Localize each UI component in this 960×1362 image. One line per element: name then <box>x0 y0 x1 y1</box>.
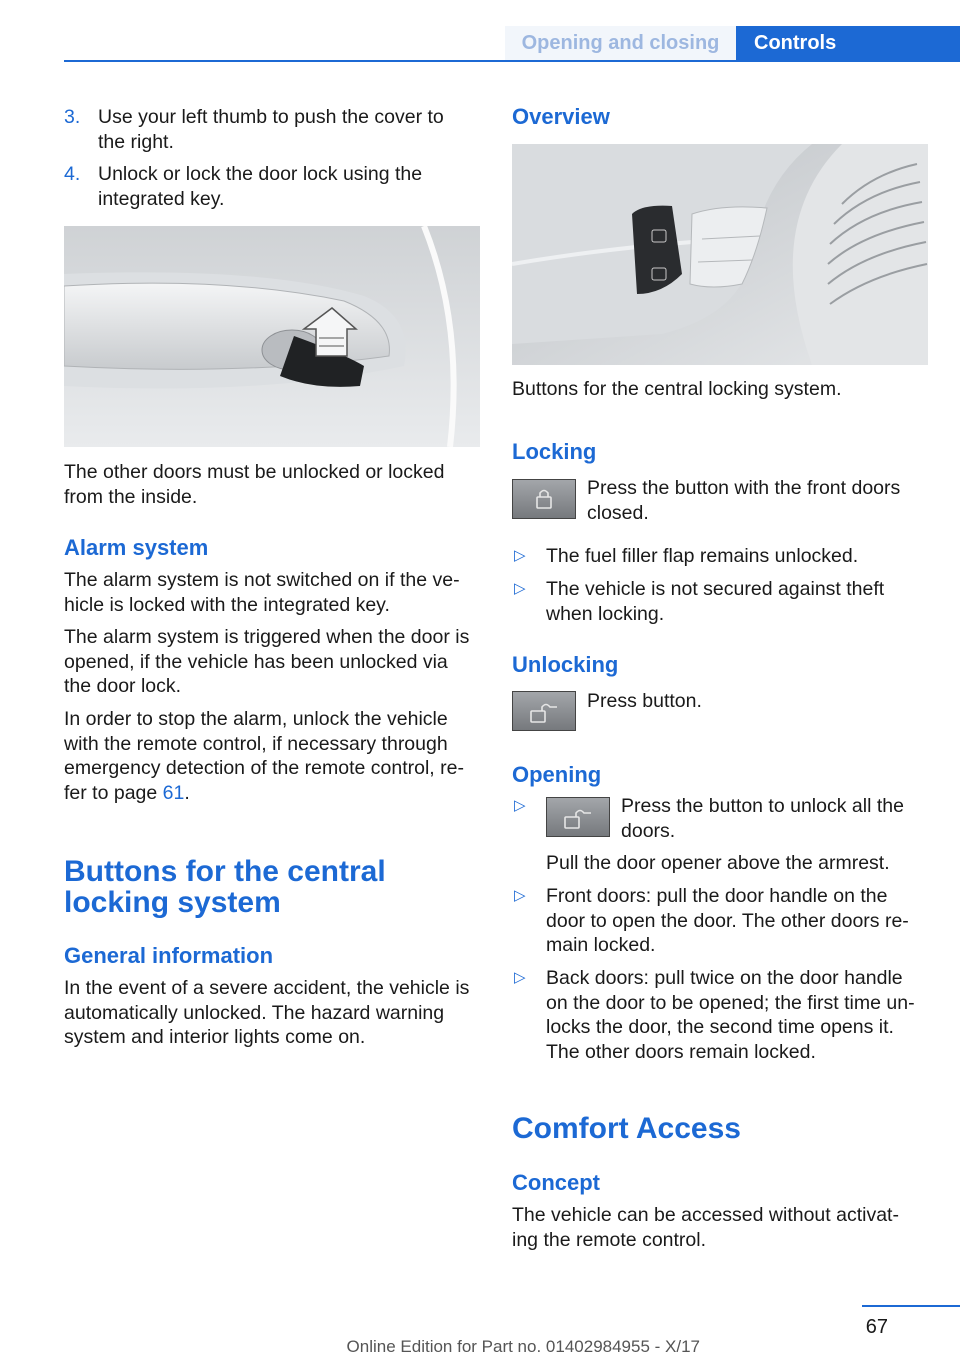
opening-bullet-3: Back doors: pull twice on the door handle on the door to be opened; the first time un‐ locks the door, the second time opens it. The other doors remain locked. <box>546 967 915 1063</box>
general-info-paragraph: In the event of a severe accident, the vehicle is automatically unlocked. The hazard warning system and interior lights come on. <box>64 977 470 1049</box>
comfort-access-heading: Comfort Access <box>512 1112 741 1145</box>
opening-bullet-1: Press the button to unlock all the doors. <box>621 795 904 842</box>
step-number: 4. <box>64 163 81 185</box>
opening-heading: Opening <box>512 762 602 787</box>
page-reference-link[interactable]: 61 <box>162 781 185 804</box>
step-number: 3. <box>64 106 81 128</box>
page-number: 67 <box>865 1316 888 1338</box>
bullet-marker: ▷ <box>514 969 526 986</box>
unlocking-heading: Unlocking <box>512 652 619 677</box>
locking-bullet-1: The fuel filler flap remains unlocked. <box>546 545 859 567</box>
general-info-heading: General information <box>64 943 274 968</box>
unlock-button-icon <box>546 797 610 837</box>
alarm-heading: Alarm system <box>64 535 209 560</box>
overview-caption: Buttons for the central locking system. <box>512 378 842 400</box>
concept-paragraph: The vehicle can be accessed without activat‐ ing the remote control. <box>512 1204 899 1251</box>
opening-bullet-2: Front doors: pull the door handle on the door to open the door. The other doors re‐ main locked. <box>546 885 909 957</box>
header-rule <box>64 60 960 62</box>
bullet-marker: ▷ <box>514 887 526 904</box>
step-text: Unlock or lock the door lock using the integrated key. <box>98 163 423 210</box>
header-section-label: Opening and closing <box>505 26 736 60</box>
central-locking-heading: Buttons for the central locking system <box>64 855 386 919</box>
unlock-button-icon <box>512 691 576 731</box>
opening-bullet-1-extra: Pull the door opener above the armrest. <box>546 852 890 874</box>
alarm-paragraph-2: The alarm system is triggered when the door is opened, if the vehicle has been unlocked via the door lock. <box>64 626 470 698</box>
overview-heading: Overview <box>512 104 610 129</box>
footer-rule <box>862 1305 960 1307</box>
header-tab-controls: Controls <box>736 26 960 60</box>
concept-heading: Concept <box>512 1170 600 1195</box>
locking-heading: Locking <box>512 439 597 464</box>
doors-paragraph: The other doors must be unlocked or locked from the inside. <box>64 461 445 508</box>
alarm-paragraph-1: The alarm system is not switched on if the ve‐ hicle is locked with the integrated key. <box>64 569 460 616</box>
bullet-marker: ▷ <box>514 797 526 814</box>
step-text: Use your left thumb to push the cover to the right. <box>98 106 444 153</box>
unlocking-text: Press button. <box>587 690 702 712</box>
bullet-marker: ▷ <box>514 547 526 564</box>
bullet-marker: ▷ <box>514 580 526 597</box>
locking-bullet-2: The vehicle is not secured against theft when locking. <box>546 578 885 625</box>
lock-button-icon <box>512 479 576 519</box>
central-locking-buttons-image <box>512 144 928 365</box>
door-handle-image <box>64 226 480 447</box>
footer-edition: Online Edition for Part no. 01402984955 - X/17 <box>346 1337 700 1356</box>
locking-text: Press the button with the front doors closed. <box>587 477 901 524</box>
alarm-paragraph-3: In order to stop the alarm, unlock the vehicle with the remote control, if necessary through emergency detection of the remote control, re‐ fer to page 61. <box>64 708 464 804</box>
